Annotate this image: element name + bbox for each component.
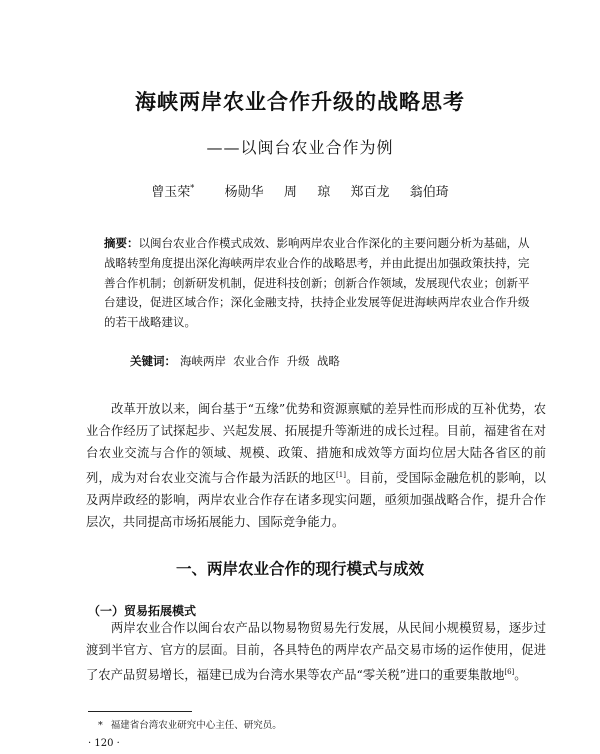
footnote-divider [88, 711, 192, 712]
citation-ref: [6] [504, 668, 515, 676]
footnote [98, 717, 282, 731]
intro-text: 改革开放以来，闽台基于“五缘”优势和资源禀赋的差异性而形成的互补优势，农业合作经历了试探起步、兴起发展、拓展提升等渐进的成长过程。目前，福建省在对台农业交流与合作的领域、规模、政策、措施和成效等方面均位居大陆各省区的前列，成为对台农业交流与合作最为活跃的地区 [86, 402, 546, 486]
other-authors: 杨勋华 周 琼 郑百龙 翁伯琦 [224, 185, 449, 200]
paper-title: 海峡两岸农业合作升级的战略思考 [135, 89, 465, 114]
intro-text-continued: 。目前，受国际金融危机的影响，以及两岸政经的影响，两岸农业合作存在诸多现实问题，亟须加强战略合作，提升合作层次，共同提高市场拓展能力、国际竞争能力。 [86, 471, 546, 530]
section-paragraph [86, 617, 546, 686]
abstract [104, 234, 536, 333]
author-list [0, 181, 600, 200]
subsection-heading: （一）贸易拓展模式 [88, 604, 197, 618]
keywords [130, 353, 550, 369]
paper-subtitle: ——以闽台农业合作为例 [206, 138, 394, 157]
section-heading: 一、两岸农业合作的现行模式与成效 [175, 559, 424, 578]
keywords-text: 海峡两岸 农业合作 升级 战略 [180, 354, 340, 368]
author-footnote-marker: * [190, 183, 195, 193]
abstract-label: 摘要： [104, 236, 139, 250]
citation-ref: [1] [336, 471, 346, 479]
keywords-label: 关键词： [130, 354, 176, 368]
first-author: 曾玉荣 [151, 185, 191, 200]
footnote-marker: * [98, 720, 103, 731]
page-number: · 120 · [88, 738, 120, 749]
intro-paragraph [86, 398, 546, 533]
section-text: 两岸农业合作以闽台农产品以物易物贸易先行发展，从民间小规模贸易，逐步过渡到半官方、官方的层面。目前，各具特色的两岸农产品交易市场的运作使用，促进了农产品贸易增长，福建已成为台湾水果等农产品“零关税”进口的重要集散地 [86, 621, 546, 683]
footnote-text: 福建省台湾农业研究中心主任、研究员。 [110, 720, 282, 731]
section-text-continued: 。 [514, 668, 527, 683]
abstract-text: 以闽台农业合作模式成效、影响两岸农业合作深化的主要问题分析为基础，从战略转型角度提出深化海峡两岸农业合作的战略思考，并由此提出加强政策扶持，完善合作机制；创新研发机制，促进科技创新；创新合作领域，发展现代农业；创新平台建设，促进区域合作；深化金融支持，扶持企业发展等促进海峡两岸农业合作升级的若干战略建议。 [104, 236, 530, 330]
